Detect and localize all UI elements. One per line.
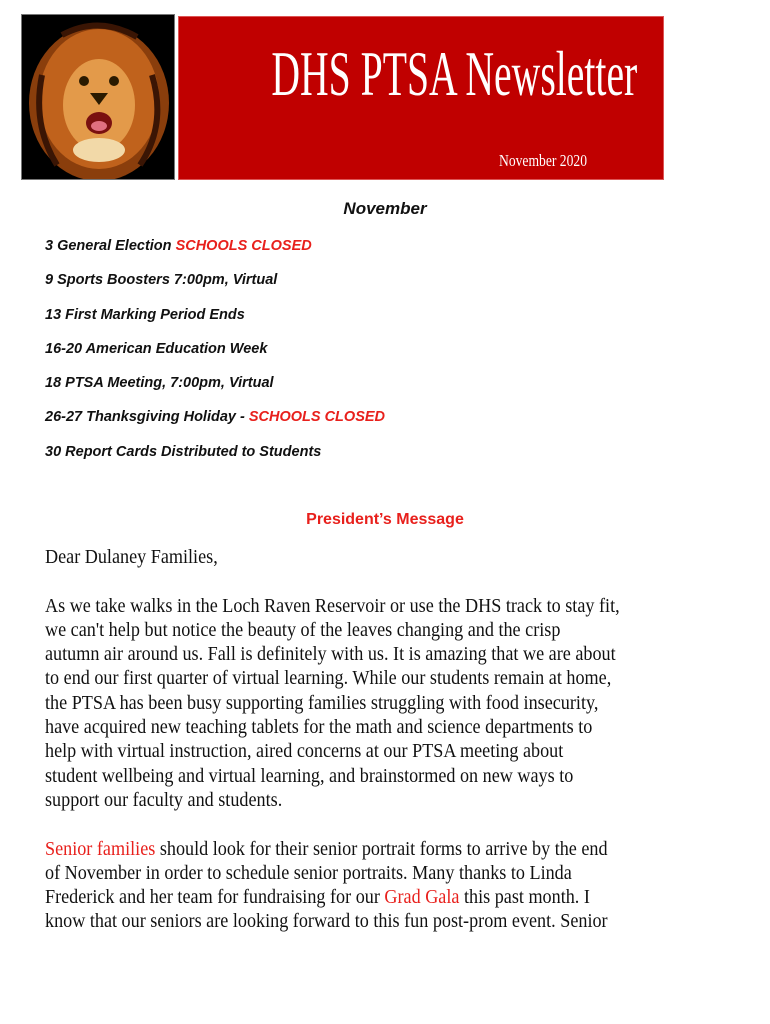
lion-logo	[21, 14, 175, 180]
paragraph-2: Senior families should look for their senior portrait forms to arrive by the end of November in order to schedule senior portraits. Many thanks to Linda Frederick and her team for fundraising for our Grad Gala this past month. I know that our seniors are looking forward to this fun post-prom event. Senior	[45, 838, 608, 933]
paragraph-1: As we take walks in the Loch Raven Reservoir or use the DHS track to stay fit, we can't help but notice the beauty of the leaves changing and the crisp autumn air around us. Fall is definitely with us. It is amazing that we are about to end our first quarter of virtual learning. While our students remain at home, the PTSA has been busy supporting families struggling with food insecurity, have acquired new teaching tablets for the math and science departments to help with virtual instruction, aired concerns at our PTSA meeting about student wellbeing and virtual learning, and brainstormed on new ways to support our faculty and students.	[45, 595, 620, 811]
grad-gala-highlight: Grad Gala	[384, 887, 460, 909]
calendar-item: 16-20 American Education Week	[45, 340, 268, 357]
calendar-item: 18 PTSA Meeting, 7:00pm, Virtual	[45, 375, 274, 392]
calendar-list	[45, 235, 385, 475]
calendar-item: 13 First Marking Period Ends	[45, 306, 245, 323]
presidents-message-body	[45, 546, 663, 935]
calendar-item: 26-27 Thanksgiving Holiday - SCHOOLS CLOSED	[45, 409, 386, 426]
lion-icon	[22, 15, 175, 180]
calendar-item: 30 Report Cards Distributed to Students	[45, 443, 322, 460]
senior-families-highlight: Senior families	[45, 838, 156, 860]
issue-date: November 2020	[498, 151, 587, 170]
presidents-message-heading: President’s Message	[306, 511, 464, 528]
greeting: Dear Dulaney Families,	[45, 547, 218, 568]
newsletter-banner	[178, 16, 664, 180]
calendar-item: 9 Sports Boosters 7:00pm, Virtual	[45, 272, 278, 289]
calendar-item: 3 General Election SCHOOLS CLOSED	[45, 238, 312, 254]
newsletter-title: DHS PTSA Newsletter	[271, 38, 638, 109]
calendar-heading: November	[343, 199, 427, 218]
